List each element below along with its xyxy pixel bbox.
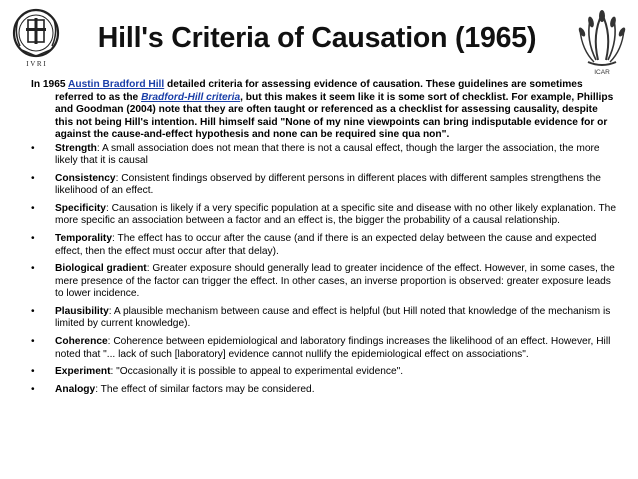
bullet: • (31, 305, 35, 317)
criterion-text: : Greater exposure should generally lead to greater incidence of the effect. However, in some cases, the mere presence of the factor can trigger the effect. In other cases, an inverse proportion is observed: greater exposure leads to lower incidence. (55, 263, 615, 300)
criterion-text: : A small association does not mean that there is not a causal effect, though the larger the association, the more likely that it is causal (55, 142, 600, 166)
bullet: • (31, 233, 35, 245)
austin-bradford-hill-link[interactable]: Austin Bradford Hill (68, 79, 165, 90)
criteria-list (31, 143, 616, 397)
criterion-text: : Coherence between epidemiological and laboratory findings increases the likelihood of an effect. However, Hill noted that "... lack of such [laboratory] evidence cannot nullify the epidemiological effect on associations". (55, 336, 611, 360)
criterion-term: Specificity (55, 202, 106, 214)
bullet: • (31, 172, 35, 184)
criterion-term: Experiment (55, 366, 111, 378)
criterion-term: Strength (55, 142, 97, 154)
criterion-coherence (31, 336, 616, 361)
criterion-biological-gradient (31, 263, 616, 301)
criterion-term: Plausibility (55, 305, 109, 317)
bullet: • (31, 366, 35, 378)
bullet: • (31, 202, 35, 214)
criterion-term: Biological gradient (55, 263, 147, 275)
criterion-specificity (31, 203, 616, 228)
criterion-term: Analogy (55, 384, 96, 395)
intro-paragraph (31, 79, 616, 142)
intro-text-3: , but this makes it seem like it is some sort of checklist. For example, Phillips and Goodman (2004) note that they are often taught or referenced as a checklist for assessing causality, despite this not being Hill's intention. Hill himself said "None of my nine viewpoints can bring indisputable evidence for or against the cause-and-effect hypothesis and none can be required sine qua non". (55, 91, 614, 140)
criterion-text: : The effect has to occur after the cause (and if there is an expected delay between the cause and expected effect, then the effect must occur after that delay). (55, 233, 597, 257)
slide-body (31, 79, 616, 402)
criterion-term: Coherence (55, 336, 108, 348)
criterion-term: Consistency (55, 172, 116, 184)
slide-title: Hill's Criteria of Causation (1965) (97, 22, 537, 54)
intro-text-1: In 1965 (31, 79, 68, 90)
criterion-text: : The effect of similar factors may be considered. (95, 384, 315, 395)
institute-logo-caption: I V R I (26, 60, 46, 68)
criterion-term: Temporality (55, 233, 112, 245)
bullet: • (31, 336, 35, 348)
icar-logo-caption: ICAR (594, 69, 610, 76)
criterion-text: : Consistent findings observed by different persons in different places with different samples strengthens the likelihood of an effect. (55, 172, 601, 197)
criterion-plausibility (31, 306, 616, 331)
criterion-temporality (31, 233, 616, 258)
criterion-strength (31, 143, 616, 168)
icar-logo (572, 6, 632, 76)
bradford-hill-criteria-link[interactable]: Bradford-Hill criteria (141, 91, 241, 103)
institute-logo (8, 6, 64, 68)
criterion-experiment (31, 366, 616, 379)
criterion-analogy (31, 384, 616, 397)
bullet: • (31, 384, 35, 395)
bullet: • (31, 142, 35, 154)
criterion-consistency (31, 173, 616, 198)
bullet: • (31, 263, 35, 275)
wheat-emblem-icon (572, 6, 632, 76)
criterion-text: : Causation is likely if a very specific population at a specific site and disease with no other likely explanation. The more specific an association between a factor and an effect is, the bigger the probability of a causal relationship. (55, 202, 616, 227)
criterion-text: : "Occasionally it is possible to appeal to experimental evidence". (110, 366, 404, 378)
institute-emblem-icon (8, 6, 64, 68)
criterion-text: : A plausible mechanism between cause and effect is helpful (but Hill noted that knowledge of the mechanism is limited by current knowledge). (55, 305, 611, 330)
intro-text-2: detailed criteria for assessing evidence of causation. These guidelines are sometimes referred to as the (55, 79, 583, 103)
